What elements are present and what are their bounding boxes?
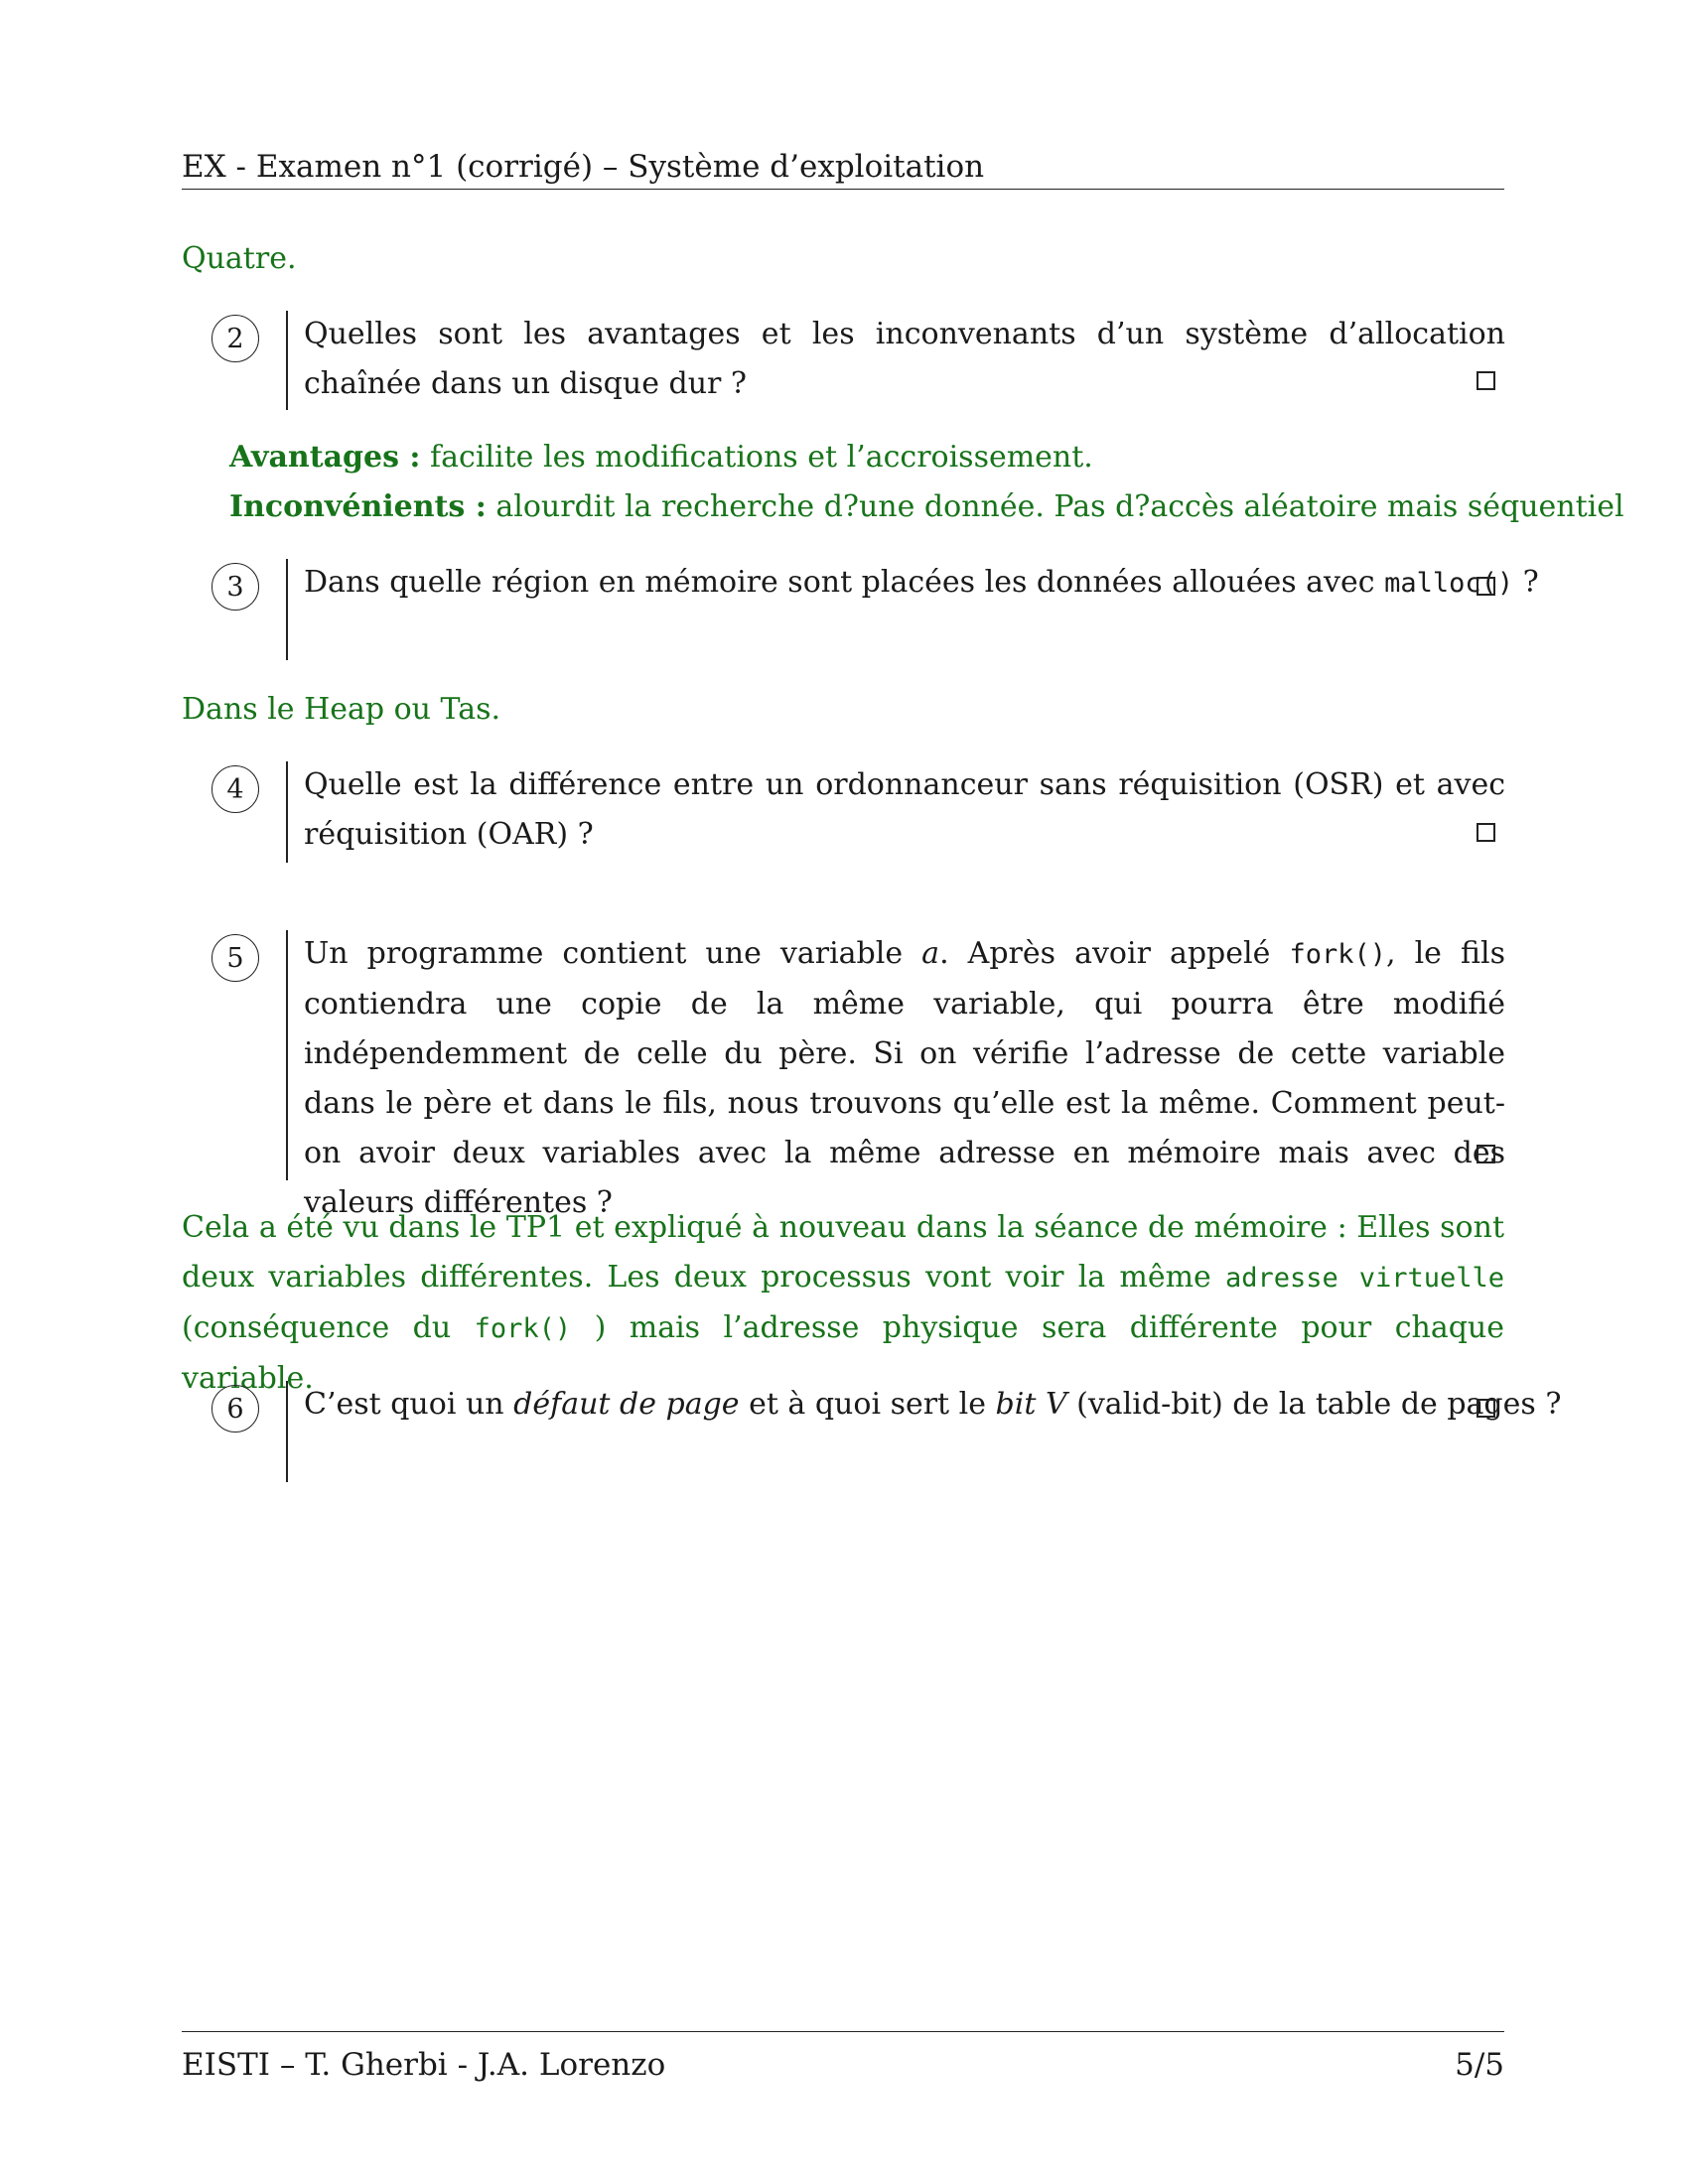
question-number-2 <box>211 315 259 362</box>
answer-q5-part2: (conséquence du <box>182 1310 475 1345</box>
footer-rule <box>182 2031 1504 2032</box>
question-6-text-after: (valid-bit) de la table de pages ? <box>1066 1387 1562 1422</box>
question-number-6-label: 6 <box>226 1393 244 1425</box>
question-2-text: Quelles sont les avantages et les inconvenants d’un système d’allocation chaînée dans un disque dur ? <box>304 317 1505 401</box>
answer-q5-part3: ) mais l’adresse physique sera différente pour chaque variable. <box>182 1310 1504 1396</box>
question-number-5-label: 5 <box>226 942 244 974</box>
question-number-2-label: 2 <box>226 323 244 354</box>
answer-q2-inconvenients <box>229 482 1624 532</box>
question-5-text-before: Un programme contient une variable <box>304 936 922 971</box>
question-5-variable: a <box>921 936 940 971</box>
answer-q2-advantages-text: facilite les modifications et l’accroissement. <box>420 440 1093 475</box>
answer-q5 <box>182 1203 1504 1404</box>
question-4-text: Quelle est la différence entre un ordonnanceur sans réquisition (OSR) et avec réquisition (OAR) ? <box>304 767 1505 852</box>
page-header-title: EX - Examen n°1 (corrigé) – Système d’exploitation <box>182 149 985 185</box>
question-3-checkbox[interactable] <box>1477 577 1495 596</box>
question-6-bar <box>286 1381 288 1482</box>
answer-q3: Dans le Heap ou Tas. <box>182 692 501 727</box>
question-5-text <box>304 929 1505 1228</box>
question-3-bar <box>286 559 288 660</box>
question-6-text-before: C’est quoi un <box>304 1387 514 1422</box>
answer-q5-part1: Cela a été vu dans le TP1 et expliqué à nouveau dans la séance de mémoire : Elles sont deux variables différentes. Les deux processus vont voir la même <box>182 1210 1504 1295</box>
footer-authors: EISTI – T. Gherbi - J.A. Lorenzo <box>182 2047 666 2083</box>
answer-q2-advantages <box>229 433 1093 482</box>
question-5-checkbox[interactable] <box>1477 1145 1495 1163</box>
question-6-text-mid: et à quoi sert le <box>739 1387 996 1422</box>
question-number-3-label: 3 <box>226 571 244 603</box>
answer-q2-inconvenients-text: alourdit la recherche d?une donnée. Pas d?accès aléatoire mais séquentiel <box>486 489 1624 524</box>
question-3-text-after: ? <box>1513 565 1539 600</box>
answer-q1: Quatre. <box>182 241 297 276</box>
answer-q5-code-virtual-address: adresse virtuelle <box>1225 1263 1505 1294</box>
question-4-checkbox[interactable] <box>1477 823 1495 842</box>
header-rule <box>182 189 1504 190</box>
question-6-checkbox[interactable] <box>1477 1399 1495 1418</box>
question-5-bar <box>286 930 288 1180</box>
question-number-5 <box>211 934 259 982</box>
question-5-code: fork() <box>1289 939 1386 970</box>
question-3-text-before: Dans quelle région en mémoire sont placées les données allouées avec <box>304 565 1385 600</box>
answer-q2-advantages-label: Avantages : <box>229 440 421 475</box>
question-number-4-label: 4 <box>226 773 244 805</box>
question-number-4 <box>211 765 259 813</box>
question-6-emphasis-bit-v: bit V <box>995 1387 1067 1422</box>
question-3-text <box>304 558 1539 609</box>
question-2-bar <box>286 311 288 410</box>
question-4-bar <box>286 761 288 863</box>
question-2-checkbox[interactable] <box>1477 371 1495 390</box>
question-6-text <box>304 1380 1562 1430</box>
question-5-text-after: , le fils contiendra une copie de la même variable, qui pourra être modifié indépendemment de celle du père. Si on vérifie l’adresse de cette variable dans le père et dans le fils, nous trouvons qu’elle est la même. Comment peut-on avoir deux variables avec la même adresse en mémoire mais avec des valeurs différentes ? <box>304 936 1505 1220</box>
answer-q2-inconvenients-label: Inconvénients : <box>229 489 487 524</box>
question-number-3 <box>211 563 259 611</box>
question-number-6 <box>211 1385 259 1433</box>
footer-page-number: 5/5 <box>1455 2047 1504 2083</box>
question-3-code: malloc() <box>1384 568 1514 599</box>
question-5-text-mid: . Après avoir appelé <box>939 936 1290 971</box>
question-6-emphasis-page-fault: défaut de page <box>513 1387 740 1422</box>
answer-q5-code-fork: fork() <box>474 1313 572 1344</box>
